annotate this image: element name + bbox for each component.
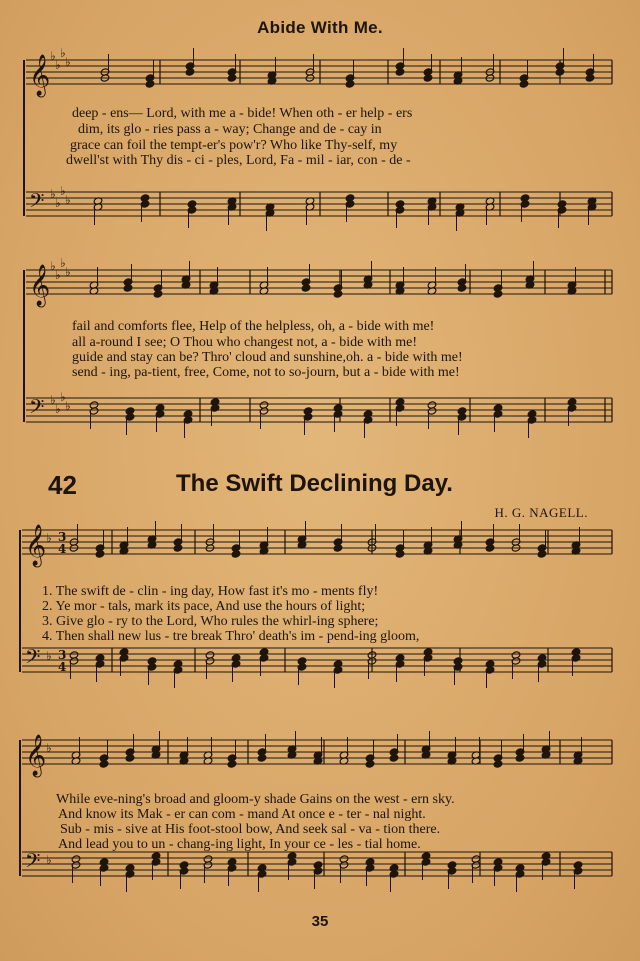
bass-clef: 𝄢: [25, 849, 41, 877]
flat-sign: ♭: [46, 649, 52, 663]
flat-sign: ♭: [60, 390, 66, 404]
treble-clef: 𝄞: [25, 735, 47, 776]
flat-sign: ♭: [50, 259, 56, 273]
flat-sign: ♭: [60, 184, 66, 198]
hymn-number: 42: [48, 470, 77, 500]
time-signature-top: 3: [58, 648, 67, 662]
flat-sign: ♭: [60, 256, 66, 270]
flat-sign: ♭: [60, 46, 66, 60]
time-signature-bottom: 4: [58, 542, 67, 556]
treble-clef: 𝄞: [25, 525, 47, 566]
flat-sign: ♭: [50, 49, 56, 63]
time-signature-top: 3: [58, 530, 67, 544]
flat-sign: ♭: [50, 187, 56, 201]
bass-clef: 𝄢: [25, 645, 41, 673]
flat-sign: ♭: [65, 265, 71, 279]
flat-sign: ♭: [55, 268, 61, 282]
page-header-title: Abide With Me.: [257, 18, 383, 37]
hymn-title: The Swift Declining Day.: [176, 470, 453, 497]
treble-clef: 𝄞: [29, 55, 51, 96]
time-signature-bottom: 4: [58, 660, 67, 674]
hymnal-page: Abide With Me. 𝄞 ♭ ♭ ♭ ♭ 𝄢 ♭ ♭ ♭ ♭ 𝄞 ♭ ♭ ♭ ♭ 𝄢 ♭ ♭ ♭ ♭ 𝄞 ♭ 3 4 𝄢 ♭ 3 4 𝄞 ♭ 𝄢 ♭ deep - ens— Lord, with me a - bide! When oth - er help - ers dim, its glo - ries pass a - way; Change and de - cay in grace can foil the tempt-er's pow'r? Who like Thy-self, my dwell'st with Thy dis - ci - ples, Lord, Fa - mil - iar, con - de - fail and comforts flee, Help of the helpless, oh, a - bide with me! all a-round I see; O Thou who changest not, a - bide with me! guide and stay can be? Thro' cloud and sunshine,oh. a - bide with me! send - ing, pa-tient, free, Come, not to so-journ, but a - bide with me! 42 The Swift Declining Day. H. G. NAGELL. 1. The swift de - clin - ing day, How fast it's mo - ments fly! 2. Ye mor - tals, mark its pace, And use the hours of light; 3. Give glo - ry to the Lord, Who rules the whirl-ing sphere; 4. Then shall new lus - tre break Thro' death's im - pend-ing gloom, While eve-ning's broad and gloom-y shade Gains on the west - ern sky. And know its Mak - er can com - mand At once e - ter - nal night. Sub - mis - sive at His foot-stool bow, And seek sal - va - tion there. And lead you to un - chang-ing light, In your ce - les - tial home. 35: [0, 0, 640, 961]
flat-sign: ♭: [65, 55, 71, 69]
composer-credit: H. G. NAGELL.: [494, 505, 588, 520]
flat-sign: ♭: [46, 853, 52, 867]
bass-clef: 𝄢: [29, 189, 45, 217]
flat-sign: ♭: [55, 402, 61, 416]
bass-clef: 𝄢: [29, 395, 45, 423]
flat-sign: ♭: [46, 741, 52, 755]
flat-sign: ♭: [46, 531, 52, 545]
flat-sign: ♭: [50, 393, 56, 407]
flat-sign: ♭: [65, 193, 71, 207]
flat-sign: ♭: [55, 196, 61, 210]
flat-sign: ♭: [55, 58, 61, 72]
treble-clef: 𝄞: [29, 265, 51, 306]
page-number: 35: [311, 913, 329, 930]
flat-sign: ♭: [65, 399, 71, 413]
